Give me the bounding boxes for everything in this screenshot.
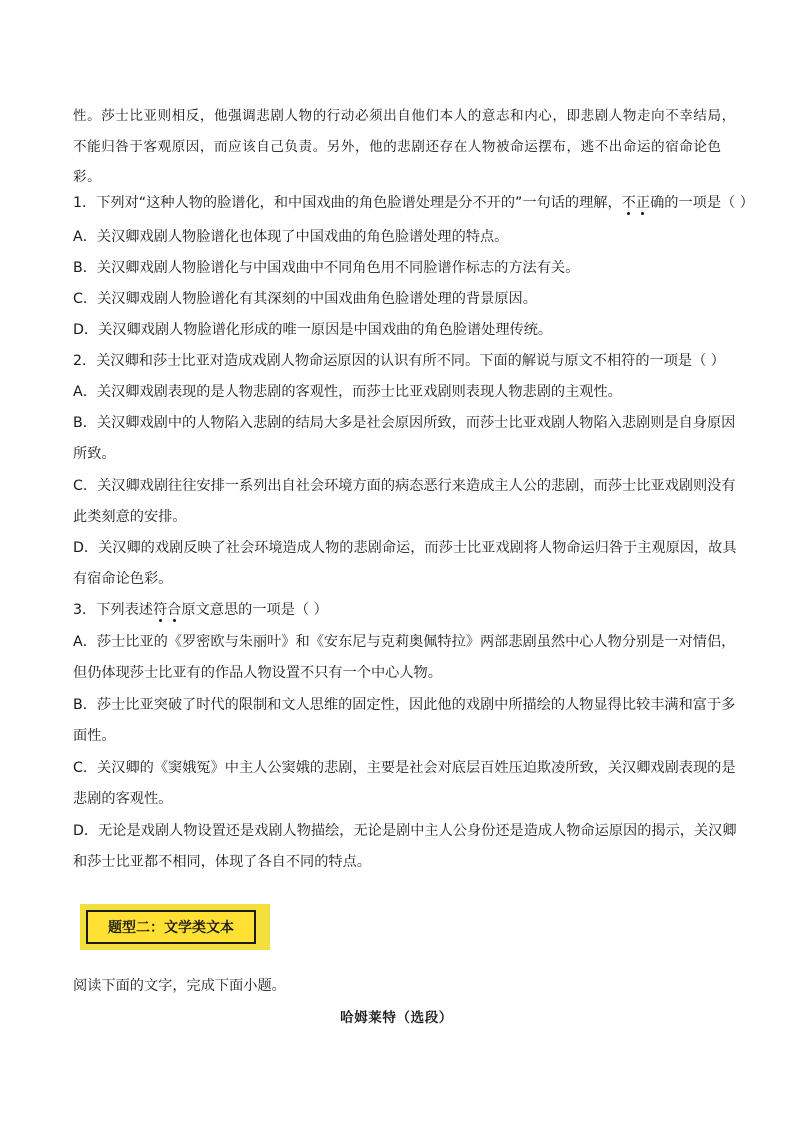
question-1-option-d: D．关汉卿戏剧人物脸谱化形成的唯一原因是中国戏曲的角色脸谱处理传统。 (73, 322, 553, 338)
question-3-option-d-line-2: 和莎士比亚都不相同，体现了各自不同的特点。 (73, 854, 371, 870)
question-2-option-a: A．关汉卿戏剧表现的是人物悲剧的客观性，而莎士比亚戏剧则表现人物悲剧的主观性。 (73, 384, 622, 400)
question-3-stem: 3．下列表述符合原文意思的一项是（ ） (73, 602, 328, 618)
question-2-option-d-line-2: 有宿命论色彩。 (73, 571, 173, 587)
question-2-option-d-line-1: D．关汉卿的戏剧反映了社会环境造成人物的悲剧命运，而莎士比亚戏剧将人物命运归咎于主观原因，故具 (73, 540, 737, 556)
question-2-option-c-line-2: 此类刻意的安排。 (73, 509, 187, 525)
question-3-option-a-line-2: 但仍体现莎士比亚有的作品人物设置不只有一个中心人物。 (73, 665, 442, 681)
banner-box (86, 910, 256, 944)
section-banner (80, 904, 270, 950)
question-3-option-b-line-1: B．莎士比亚突破了时代的限制和文人思维的固定性，因此他的戏剧中所描绘的人物显得比较丰满和富于多 (73, 697, 736, 713)
question-2-option-b-line-1: B．关汉卿戏剧中的人物陷入悲剧的结局大多是社会原因所致，而莎士比亚戏剧人物陷入悲剧则是自身原因 (73, 415, 736, 431)
passage-title: 哈姆莱特（选段） (340, 1010, 453, 1026)
question-3-option-c-line-1: C．关汉卿的《窦娥冤》中主人公窦娥的悲剧，主要是社会对底层百姓压迫欺凌所致，关汉卿戏剧表现的是 (73, 760, 736, 776)
question-2-option-c-line-1: C．关汉卿戏剧往往安排一系列出自社会环境方面的病态恶行来造成主人公的悲剧，而莎士比亚戏剧则没有 (73, 478, 736, 494)
section-banner-title: 题型二：文学类文本 (108, 920, 234, 936)
emphasis-dot-char: 不 (621, 195, 636, 211)
emphasis-dot-char: 合 (167, 602, 182, 618)
intro-line-1: 性。莎士比亚则相反，他强调悲剧人物的行动必须出自他们本人的意志和内心，即悲剧人物走向不幸结局， (73, 108, 736, 124)
question-3-option-c-line-2: 悲剧的客观性。 (73, 791, 173, 807)
question-2-stem: 2．关汉卿和莎士比亚对造成戏剧人物命运原因的认识有所不同。下面的解说与原文不相符的一项是（ ） (73, 353, 725, 369)
question-1-option-b: B．关汉卿戏剧人物脸谱化与中国戏曲中不同角色用不同脸谱作标志的方法有关。 (73, 260, 580, 276)
question-1-option-c: C．关汉卿戏剧人物脸谱化有其深刻的中国戏曲角色脸谱处理的背景原因。 (73, 291, 537, 307)
intro-line-2: 不能归咎于客观原因，而应该自己负责。另外，他的悲剧还存在人物被命运摆布，逃不出命运的宿命论色 (73, 139, 722, 155)
question-1-option-a: A．关汉卿戏剧人物脸谱化也体现了中国戏曲的角色脸谱处理的特点。 (73, 229, 509, 245)
question-2-option-b-line-2: 所致。 (73, 446, 116, 462)
question-1-stem: 1．下列对“这种人物的脸谱化，和中国戏曲的角色脸谱处理是分不开的”一句话的理解，不正确的一项是（ ） (73, 195, 754, 211)
intro-line-3: 彩。 (73, 169, 102, 185)
question-3-option-b-line-2: 面性。 (73, 728, 116, 744)
question-3-option-d-line-1: D．无论是戏剧人物设置还是戏剧人物描绘，无论是剧中主人公身份还是造成人物命运原因的揭示，关汉卿 (73, 823, 737, 839)
emphasis-dot-char: 正 (635, 195, 651, 211)
question-3-option-a-line-1: A．莎士比亚的《罗密欧与朱丽叶》和《安东尼与克莉奥佩特拉》两部悲剧虽然中心人物分别是一对情侣， (73, 634, 736, 650)
emphasis-dot-char: 符 (152, 602, 168, 618)
reading-instruction: 阅读下面的文字，完成下面小题。 (73, 978, 286, 994)
